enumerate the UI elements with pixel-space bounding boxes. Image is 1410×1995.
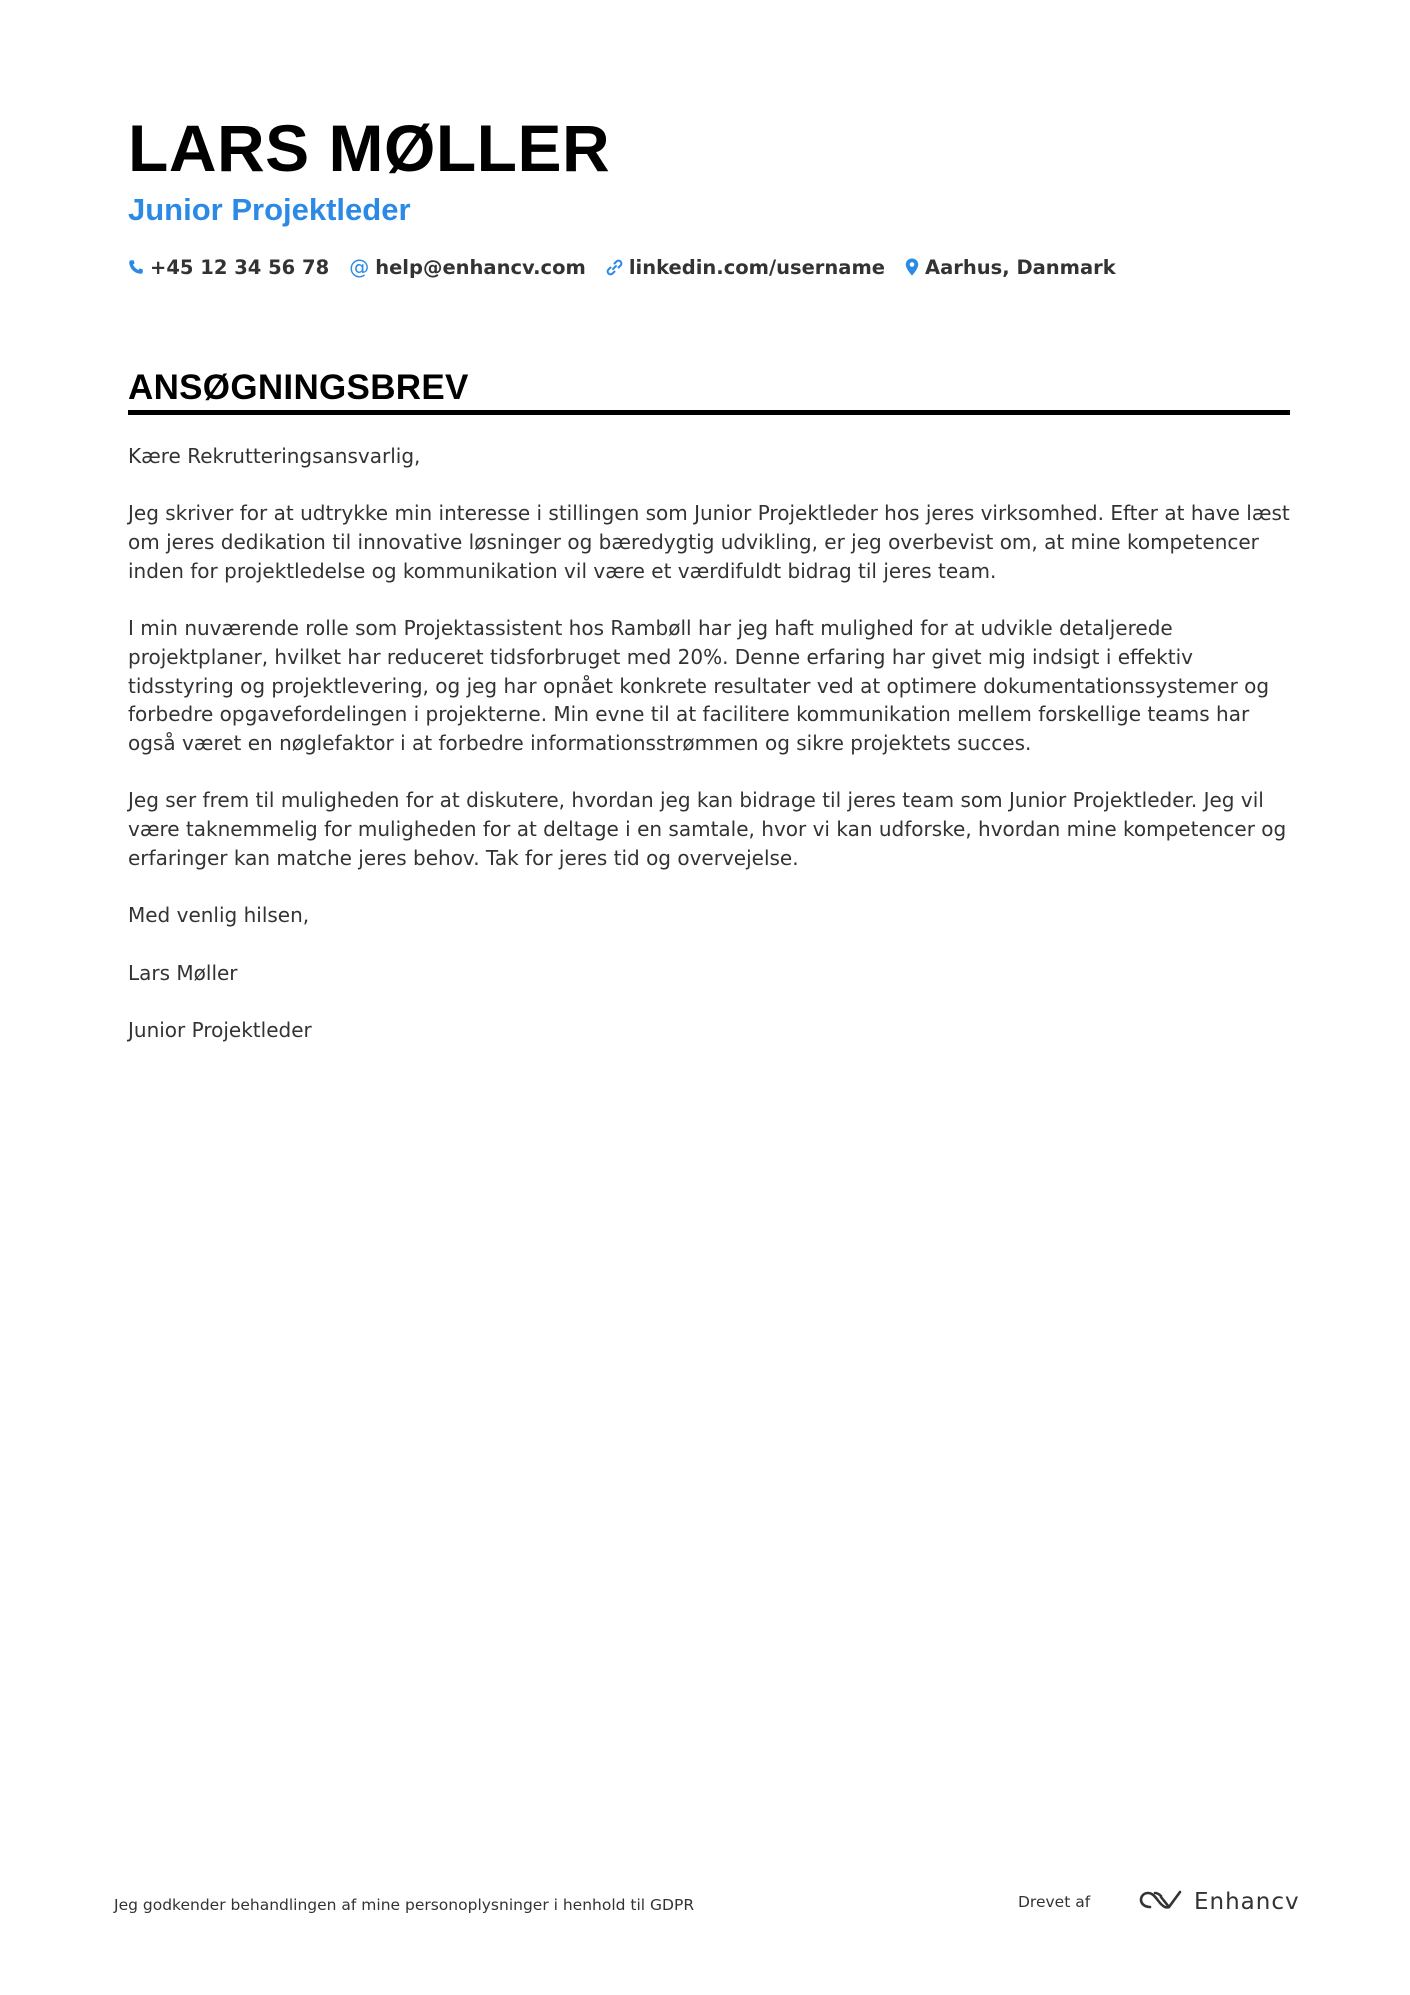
location-pin-icon [905, 258, 919, 276]
powered-by-label: Drevet af [1018, 1893, 1091, 1911]
closing: Med venlig hilsen, [128, 903, 310, 928]
candidate-name: LARS MØLLER [128, 111, 611, 185]
salutation: Kære Rekrutteringsansvarlig, [128, 444, 421, 468]
letter-paragraph: I min nuværende rolle som Projektassistent hos Rambøll har jeg haft mulighed for at udvikle detaljerede projektplaner, hvilket har reduceret tidsforbruget med 20%. Denne erfaring har givet mig indsigt i effektiv tidsstyring og projektlevering, og jeg har opnået konkrete resultater ved at optimere dokumentationssystemer og forbedre opgavefordelingen i projekterne. Min evne til at facilitere kommunikation mellem forskellige teams har også været en nøglefaktor i at forbedre informationsstrømmen og sikre projektets succes. [128, 616, 1270, 755]
enhancv-brand-link[interactable] [1138, 1884, 1300, 1920]
brand-name: Enhancv [1194, 1889, 1300, 1915]
at-icon: @ [349, 255, 370, 279]
candidate-job-title: Junior Projektleder [128, 192, 411, 227]
gdpr-note: Jeg godkender behandlingen af mine personoplysninger i henhold til GDPR [114, 1896, 695, 1914]
contact-bar [128, 252, 1116, 282]
location-text: Aarhus, Danmark [925, 255, 1116, 279]
enhancv-logo-icon [1138, 1887, 1184, 1917]
signature-title: Junior Projektleder [128, 1017, 312, 1042]
letter-paragraph: Jeg skriver for at udtrykke min interesse i stillingen som Junior Projektleder hos jeres virksomhed. Efter at have læst om jeres dedikation til innovative løsninger og bæredygtig udvikling, er jeg overbevist om, at mine kompetencer inden for projektledelse og kommunikation vil være et værdifuldt bidrag til jeres team. [128, 501, 1290, 583]
phone-icon [128, 259, 144, 275]
contact-location [905, 256, 1116, 279]
contact-email[interactable] [349, 255, 586, 279]
letter-paragraph: Jeg ser frem til muligheden for at diskutere, hvordan jeg kan bidrage til jeres team som Junior Projektleder. Jeg vil være taknemmelig for muligheden for at deltage i en samtale, hvor vi kan udforske, hvordan mine kompetencer og erfaringer kan matche jeres behov. Tak for jeres tid og overvejelse. [128, 788, 1287, 870]
phone-text: +45 12 34 56 78 [150, 255, 330, 279]
contact-linkedin[interactable] [606, 256, 885, 279]
letter-body [128, 442, 1292, 1073]
email-text: help@enhancv.com [375, 255, 586, 279]
link-icon [606, 259, 623, 276]
linkedin-text: linkedin.com/username [628, 255, 886, 279]
contact-phone[interactable] [128, 256, 329, 279]
section-title: ANSØGNINGSBREV [128, 368, 469, 407]
signature-name: Lars Møller [128, 960, 238, 985]
section-divider [128, 410, 1290, 415]
